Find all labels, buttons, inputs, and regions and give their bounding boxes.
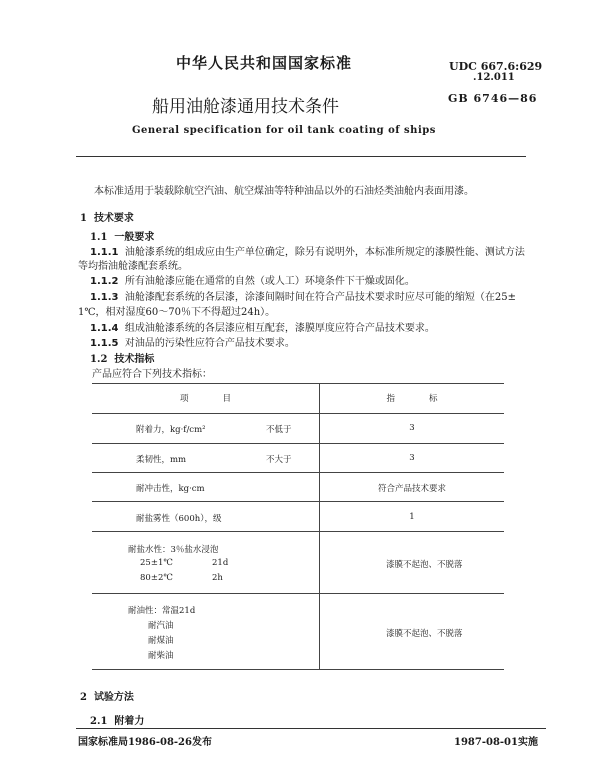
table-row-divider [92, 531, 504, 532]
row-impact-item: 耐冲击性，kg·cm [136, 484, 205, 494]
clause-1-1-1 [90, 243, 525, 258]
section-number: 2.1 [90, 716, 108, 727]
section-number: 1.2 [90, 354, 108, 365]
clause-number: 1.1.5 [90, 338, 119, 349]
table-row-divider [92, 593, 504, 594]
section-title: 附着力 [114, 716, 145, 727]
section-1-heading [80, 209, 134, 224]
row-adhesion-qualifier: 不低于 [266, 425, 292, 435]
row-saltwater-value: 漆膜不起泡、不脱落 [386, 560, 463, 570]
row-adhesion-value: 3 [409, 423, 415, 433]
scope-paragraph: 本标准适用于装载除航空汽油、航空煤油等特种油品以外的石油烃类油舱内表面用漆。 [94, 186, 474, 197]
standard-number: GB 6746—86 [448, 92, 538, 105]
table-border-top [92, 383, 504, 384]
clause-text: 所有油舱漆应能在通常的自然（或人工）环境条件下干燥或固化。 [124, 276, 415, 287]
udc-number: UDC 667.6:629 [449, 60, 543, 73]
clause-text: 油舱漆配套系统的各层漆，涂漆间隔时间在符合产品技术要求时应尽可能的缩短（在25± [124, 292, 516, 303]
clause-number: 1.1.4 [90, 323, 119, 334]
row-flexibility-qualifier: 不大于 [266, 455, 292, 465]
table-header-item: 项 目 [179, 394, 231, 404]
clause-1-1-5 [90, 334, 295, 349]
clause-1-1-2 [90, 272, 415, 287]
issue-date: 国家标准局1986-08-26发布 [78, 737, 212, 748]
section-number: 2 [80, 692, 87, 703]
row-impact-value: 符合产品技术要求 [377, 484, 446, 494]
section-1-1-heading [90, 228, 154, 243]
row-saltwater-cond1: 25±1℃ [140, 558, 173, 568]
section-number: 1 [80, 213, 87, 224]
table-caption: 产品应符合下列技术指标： [92, 369, 212, 380]
issuing-authority: 中华人民共和国国家标准 [176, 54, 353, 72]
section-title: 试验方法 [93, 692, 134, 703]
row-flexibility-item: 柔韧性，mm [136, 455, 187, 465]
row-oil-diesel: 耐柴油 [148, 651, 174, 661]
clause-text: 油舱漆系统的组成应由生产单位确定，除另有说明外，本标准所规定的漆膜性能、测试方法 [124, 247, 525, 258]
effective-date: 1987-08-01实施 [454, 737, 538, 748]
clause-text: 对油品的污染性应符合产品技术要求。 [124, 338, 295, 349]
row-oil-gasoline: 耐汽油 [148, 621, 174, 631]
clause-number: 1.1.2 [90, 276, 119, 287]
section-title: 技术要求 [93, 213, 134, 224]
clause-text: 组成油舱漆系统的各层漆应相互配套，漆膜厚度应符合产品技术要求。 [124, 323, 435, 334]
clause-1-1-1-cont: 等均指油舱漆配套系统。 [78, 261, 188, 272]
technical-index-table [92, 383, 504, 670]
clause-1-1-3-cont: 1℃，相对湿度60～70％下不得超过24h）。 [78, 307, 276, 318]
udc-number-cont: .12.011 [473, 72, 515, 83]
row-saltwater-time2: 2h [212, 573, 223, 583]
clause-1-1-3 [90, 288, 516, 303]
table-row-divider [92, 501, 504, 502]
row-flexibility-value: 3 [409, 453, 415, 463]
row-saltwater-cond2: 80±2℃ [140, 573, 173, 583]
table-border-bottom [92, 669, 504, 670]
english-title: General specification for oil tank coating of ships [132, 125, 436, 136]
clause-number: 1.1.3 [90, 292, 119, 303]
table-row-divider [92, 472, 504, 473]
row-salt-spray-value: 1 [409, 512, 415, 522]
clause-1-1-4 [90, 319, 435, 334]
table-header-index: 指 标 [386, 394, 438, 404]
row-oil-resistance-value: 漆膜不起泡、不脱落 [386, 629, 463, 639]
document-title: 船用油舱漆通用技术条件 [152, 97, 339, 117]
table-row-divider [92, 413, 504, 414]
section-1-2-heading [90, 350, 154, 365]
row-saltwater-time1: 21d [212, 558, 229, 568]
section-number: 1.1 [90, 232, 108, 243]
row-saltwater-item: 耐盐水性：3％盐水浸泡 [128, 545, 219, 555]
section-title: 一般要求 [114, 232, 155, 243]
header-rule [76, 156, 526, 157]
row-salt-spray-item: 耐盐雾性（600h），级 [136, 514, 222, 524]
clause-number: 1.1.1 [90, 247, 119, 258]
row-oil-kerosene: 耐煤油 [148, 636, 174, 646]
row-oil-resistance-item: 耐油性：常温21d [128, 606, 196, 616]
footer-rule [76, 728, 546, 729]
row-adhesion-item: 附着力，kg·f/cm² [136, 425, 206, 435]
table-row-divider [92, 443, 504, 444]
section-2-1-heading [90, 712, 144, 727]
section-title: 技术指标 [114, 354, 155, 365]
section-2-heading [80, 688, 134, 703]
